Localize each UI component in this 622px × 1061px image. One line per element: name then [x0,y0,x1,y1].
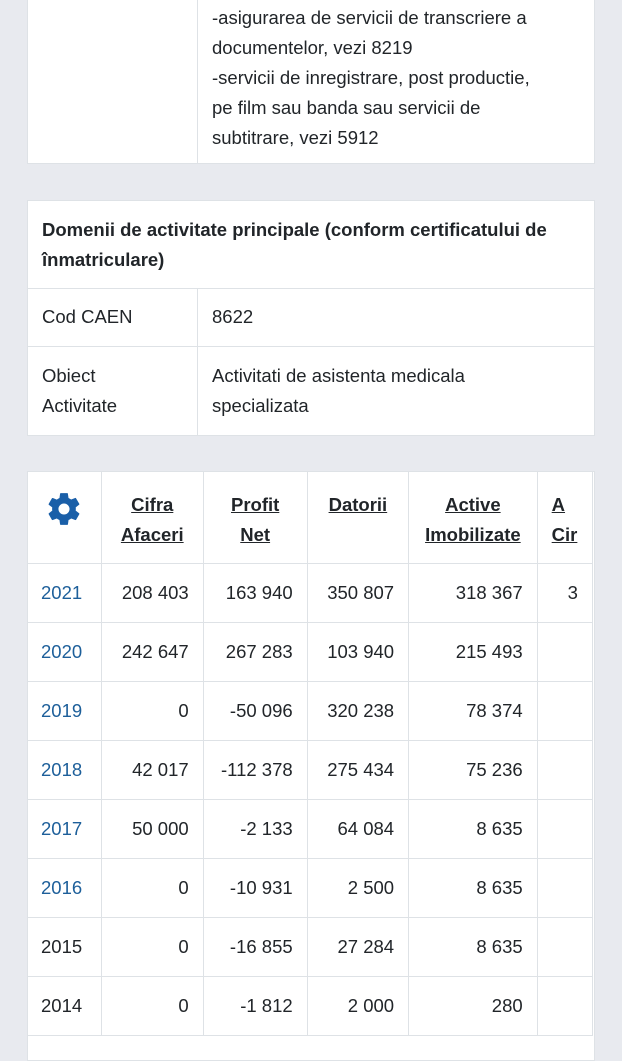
description-text [212,3,530,153]
profit-net-cell: 163 940 [203,564,307,623]
profit-net-cell: -10 931 [203,859,307,918]
profit-net-cell: 267 283 [203,623,307,682]
obiect-activitate-label [42,361,117,421]
description-line: -servicii de inregistrare, post productie, [212,67,530,88]
active-circulante-cell [537,741,592,800]
year-link[interactable]: 2021 [28,564,102,623]
year-link[interactable]: 2020 [28,623,102,682]
datorii-cell: 320 238 [307,682,408,741]
header-link[interactable]: Profit Net [231,494,280,545]
year-link[interactable]: 2016 [28,859,102,918]
column-header-profit-net[interactable] [203,472,307,564]
obiect-activitate-value [212,361,465,421]
cod-caen-row [28,288,594,347]
description-line: documentelor, vezi 8219 [212,37,413,58]
year-cell: 2014 [28,977,102,1036]
gear-icon[interactable] [45,490,83,528]
column-header-datorii[interactable] [307,472,408,564]
obiect-value-line: specializata [212,395,309,416]
active-circulante-cell [537,800,592,859]
column-header-active-circulante[interactable] [537,472,592,564]
table-row [28,623,593,682]
datorii-cell: 103 940 [307,623,408,682]
profit-net-cell: -2 133 [203,800,307,859]
cifra-afaceri-cell: 0 [101,918,203,977]
financial-table-card [27,471,595,1061]
cod-caen-label: Cod CAEN [42,306,133,327]
profit-net-cell: -50 096 [203,682,307,741]
datorii-cell: 2 000 [307,977,408,1036]
cifra-afaceri-cell: 0 [101,977,203,1036]
description-line: -asigurarea de servicii de transcriere a [212,7,527,28]
datorii-cell: 64 084 [307,800,408,859]
cifra-afaceri-cell: 42 017 [101,741,203,800]
active-imobilizate-cell: 8 635 [409,918,538,977]
table-row [28,918,593,977]
active-imobilizate-cell: 75 236 [409,741,538,800]
main-activity-domains-card [27,200,595,436]
datorii-cell: 27 284 [307,918,408,977]
table-row [28,564,593,623]
active-circulante-cell [537,918,592,977]
cifra-afaceri-cell: 242 647 [101,623,203,682]
profit-net-cell: -16 855 [203,918,307,977]
description-line: subtitrare, vezi 5912 [212,127,379,148]
active-imobilizate-cell: 8 635 [409,800,538,859]
cifra-afaceri-cell: 208 403 [101,564,203,623]
cod-caen-value: 8622 [212,306,254,327]
obiect-label-line: Obiect [42,365,96,386]
obiect-label-line: Activitate [42,395,118,416]
profit-net-cell: -112 378 [203,741,307,800]
table-row [28,800,593,859]
table-row [28,977,593,1036]
financial-table [27,471,593,1036]
active-circulante-cell [537,859,592,918]
header-link[interactable]: Active Imobilizate [425,494,521,545]
obiect-value-line: Activitati de asistenta medicala [212,365,465,386]
active-circulante-cell [537,977,592,1036]
header-link[interactable]: Cifra Afaceri [120,494,184,545]
activity-description-card [27,0,595,164]
cifra-afaceri-cell: 0 [101,682,203,741]
datorii-cell: 350 807 [307,564,408,623]
active-imobilizate-cell: 215 493 [409,623,538,682]
description-label-cell [28,0,198,163]
active-imobilizate-cell: 280 [409,977,538,1036]
settings-header-cell[interactable] [28,472,102,564]
column-header-cifra-afaceri[interactable] [101,472,203,564]
year-link[interactable]: 2017 [28,800,102,859]
active-circulante-cell: 3 [537,564,592,623]
column-header-active-imobilizate[interactable] [409,472,538,564]
header-link[interactable]: Datorii [328,494,388,515]
table-row [28,859,593,918]
table-row [28,741,593,800]
description-line: pe film sau banda sau servicii de [212,97,481,118]
table-row [28,682,593,741]
profit-net-cell: -1 812 [203,977,307,1036]
obiect-activitate-row [28,347,594,436]
datorii-cell: 275 434 [307,741,408,800]
year-link[interactable]: 2019 [28,682,102,741]
year-link[interactable]: 2018 [28,741,102,800]
active-imobilizate-cell: 318 367 [409,564,538,623]
datorii-cell: 2 500 [307,859,408,918]
active-circulante-cell [537,682,592,741]
table-header-row [28,472,593,564]
active-circulante-cell [537,623,592,682]
active-imobilizate-cell: 78 374 [409,682,538,741]
domains-title: Domenii de activitate principale (conform certificatului de înmatriculare) [42,219,547,270]
cifra-afaceri-cell: 50 000 [101,800,203,859]
header-link[interactable]: A Cir [551,494,578,545]
cifra-afaceri-cell: 0 [101,859,203,918]
domains-header [28,201,594,289]
active-imobilizate-cell: 8 635 [409,859,538,918]
year-cell: 2015 [28,918,102,977]
